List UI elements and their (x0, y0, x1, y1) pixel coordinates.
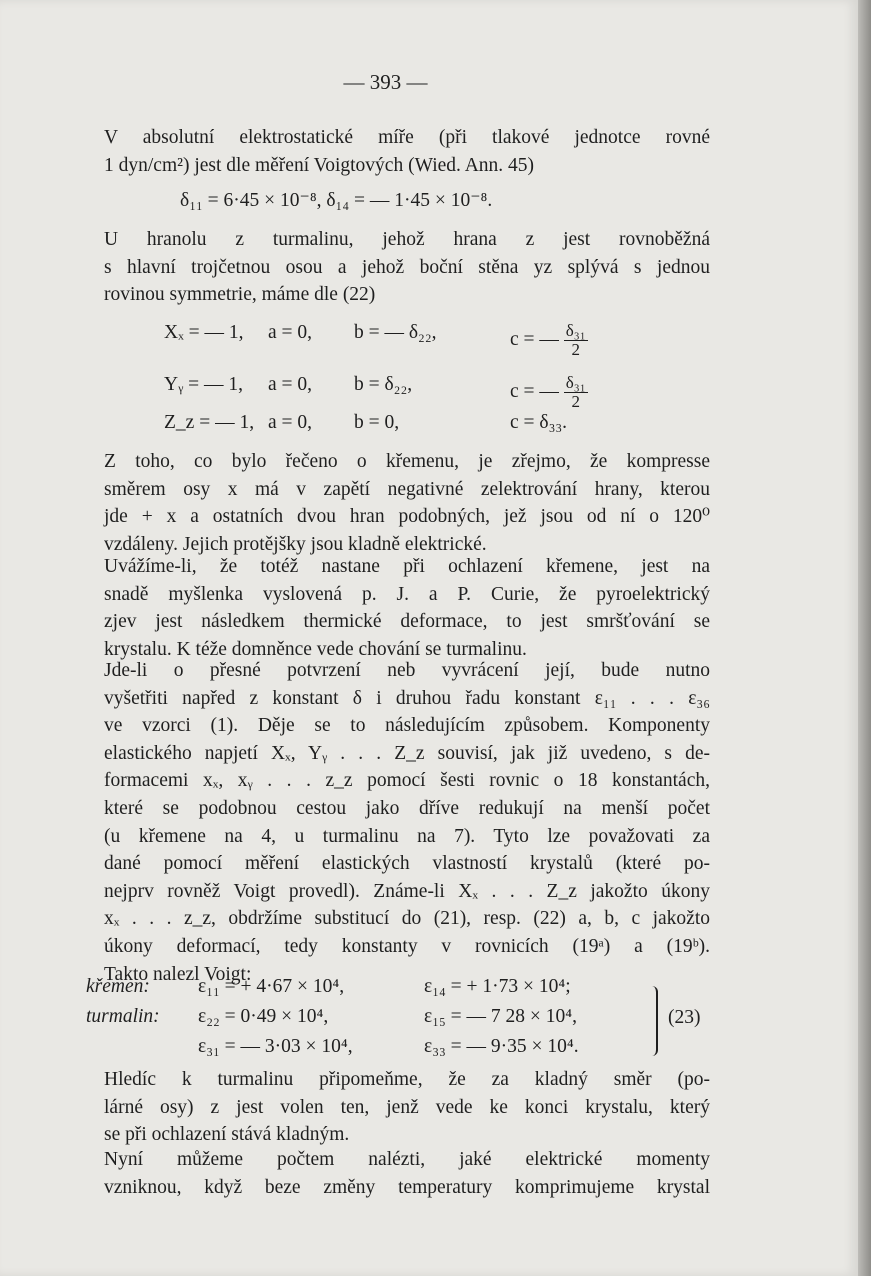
fraction-numerator: δ₃₁ (565, 321, 586, 340)
text-line: Takto nalezl Voigt: (104, 963, 252, 985)
delta-equation: δ₁₁ = 6·45 × 10⁻⁸, δ₁₄ = — 1·45 × 10⁻⁸. (180, 190, 493, 211)
const-right: ε₁₅ = — 7 28 × 10⁴, (424, 1006, 577, 1027)
fraction-denominator: 2 (571, 340, 580, 359)
text-line: xₓ . . . z_z, obdržíme substitucí do (21), resp. (22) a, b, c jakožto (104, 908, 710, 930)
const-label: turmalin: (86, 1006, 160, 1027)
text-line: vyšetřiti napřed z konstant δ i druhou řadu konstant ε₁₁ . . . ε₃₆ (104, 687, 710, 709)
const-left: ε₃₁ = — 3·03 × 10⁴, (198, 1036, 353, 1057)
text-line: rovinou symmetrie, máme dle (22) (104, 284, 376, 306)
text-line: Jde-li o přesné potvrzení neb vyvrácení její, bude nutno (104, 660, 710, 681)
equation-number: (23) (668, 1007, 701, 1028)
fraction (564, 374, 588, 411)
text-line: 1 dyn/cm²) jest dle měření Voigtových (Wied. Ann. 45) (104, 154, 535, 176)
eq-a: a = 0, (268, 412, 313, 433)
paragraph-2 (60, 226, 710, 309)
text-line: vzniknou, když beze změny temperatury komprimujeme krystal (104, 1176, 710, 1198)
text-line: s hlavní trojčetnou osou a jehož boční stěna yz splývá s jednou (104, 256, 710, 278)
const-right: ε₁₄ = + 1·73 × 10⁴; (424, 976, 571, 997)
text-line: Hledíc k turmalinu připomeňme, že za kladný směr (po- (104, 1069, 710, 1090)
text-line: jde + x a ostatních dvou hran podobných, jež jsou od ní o 120⁰ (104, 506, 710, 528)
text-line: elastického napjetí Xₓ, Yᵧ . . . Z_z souvisí, jak již uvedeno, s de- (104, 742, 710, 764)
text-line: Nyní můžeme počtem nalézti, jaké elektrické momenty (104, 1149, 710, 1170)
eq-lhs: Xₓ = — 1, (164, 322, 244, 343)
page-number: — 393 — (343, 70, 428, 94)
paragraph-1 (60, 124, 710, 179)
text-line: V absolutní elektrostatické míře (při tlakové jednotce rovné (104, 127, 710, 148)
paragraph-6 (60, 1066, 710, 1149)
eq-a: a = 0, (268, 374, 313, 395)
eq-c-text: c = — (510, 380, 559, 402)
text-line: se při ochlazení stává kladným. (104, 1124, 350, 1146)
text-line: lárné osy) z jest volen ten, jenž vede ke konci krystalu, který (104, 1096, 710, 1118)
paragraph-5 (60, 657, 710, 988)
const-left: ε₁₁ = + 4·67 × 10⁴, (198, 976, 345, 997)
eq-b: b = — δ₂₂, (354, 322, 437, 343)
text-line: směrem osy x má v zapětí negativné zelektrování hrany, kterou (104, 478, 710, 500)
text-line: U hranolu z turmalinu, jehož hrana z jest rovnoběžná (104, 229, 710, 250)
text-line: nejprv rovněž Voigt provedl). Známe-li Xₓ . . . Z_z jakožto úkony (104, 880, 710, 902)
right-brace (648, 986, 658, 1056)
text-line: formacemi xₓ, xᵧ . . . z_z pomocí šesti rovnic o 18 konstantách, (104, 770, 710, 792)
text-line: Z toho, co bylo řečeno o křemenu, je zřejmo, že kompresse (104, 451, 710, 472)
text-line: Uvážíme-li, že totéž nastane při ochlazení křemene, jest na (104, 556, 710, 577)
text-line: ve vzorci (1). Děje se to následujícím způsobem. Komponenty (104, 715, 710, 737)
text-line: které se podobnou cestou jako dříve redukují na menší počet (104, 797, 710, 819)
eq-a: a = 0, (268, 322, 313, 343)
eq-b: b = 0, (354, 412, 400, 433)
paragraph-4 (60, 553, 710, 663)
eq-lhs: Yᵧ = — 1, (164, 374, 243, 395)
paragraph-7 (60, 1146, 710, 1201)
const-left: ε₂₂ = 0·49 × 10⁴, (198, 1006, 329, 1027)
fraction (564, 322, 588, 359)
text-line: krystalu. K téže domněnce vede chování se turmalinu. (104, 638, 527, 660)
eq-c: c = δ₃₃. (510, 412, 568, 433)
eq-c (510, 374, 588, 411)
text-line: dané pomocí měření elastických vlastností krystalů (které po- (104, 853, 710, 875)
const-label: křemen: (86, 976, 150, 997)
text-line: zjev jest následkem thermické deformace, to jest smršťování se (104, 611, 710, 633)
eq-lhs: Z_z = — 1, (164, 412, 255, 433)
eq-c-text: c = — (510, 328, 559, 350)
fraction-numerator: δ₃₁ (565, 373, 586, 392)
const-right: ε₃₃ = — 9·35 × 10⁴. (424, 1036, 579, 1057)
text-line: (u křemene na 4, u turmalinu na 7). Tyto lze považovati za (104, 825, 710, 847)
fraction-denominator: 2 (571, 392, 580, 411)
eq-c (510, 322, 588, 359)
page-edge (858, 0, 871, 1276)
paragraph-3 (60, 448, 710, 558)
text-line: úkony deformací, tedy konstanty v rovnicích (19ᵃ) a (19ᵇ). (104, 935, 710, 957)
text-line: snadě myšlenka vyslovená p. J. a P. Curie, že pyroelektrický (104, 583, 710, 605)
text-line: vzdáleny. Jejich protějšky jsou kladně elektrické. (104, 533, 487, 555)
eq-b: b = δ₂₂, (354, 374, 413, 395)
